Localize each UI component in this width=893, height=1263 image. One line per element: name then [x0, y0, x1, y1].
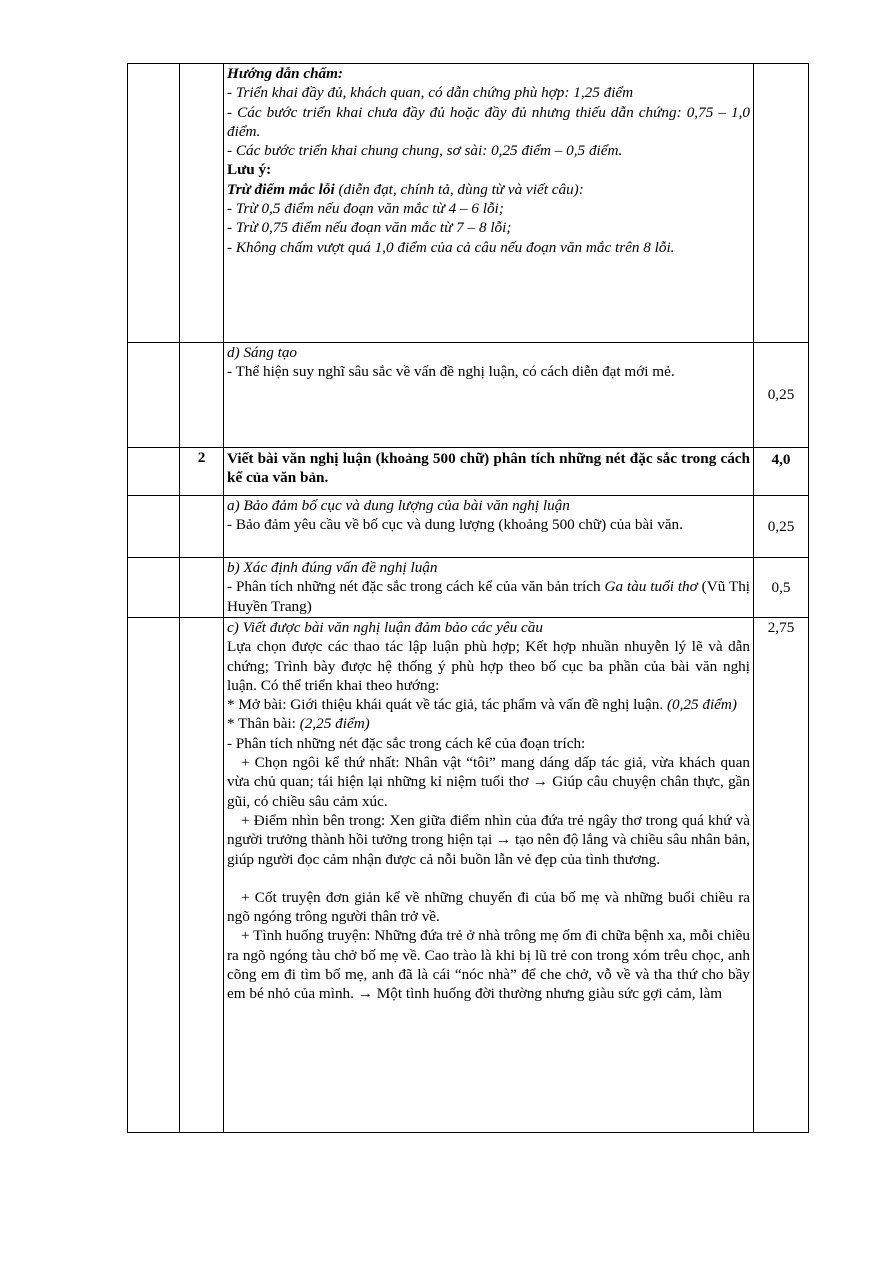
deduct-bold: Trừ điểm mắc lỗi [227, 180, 335, 198]
question-number: 2 [180, 448, 224, 496]
table-row [128, 343, 809, 448]
section-cell [128, 64, 180, 343]
creative-content [224, 343, 754, 448]
part-c-title: c) Viết được bài văn nghị luận đảm bảo các yêu cầu [227, 619, 543, 636]
creative-title: d) Sáng tạo [227, 344, 298, 361]
part-a-content [224, 496, 754, 558]
table-row [128, 558, 809, 618]
creative-score: 0,25 [754, 343, 809, 448]
part-a-title: a) Bảo đảm bố cục và dung lượng của bài văn nghị luận [227, 497, 570, 514]
question-title-cell [224, 448, 754, 496]
analysis-point: + Điểm nhìn bên trong: Xen giữa điểm nhìn của đứa trẻ ngây thơ trong quá khứ và người trưởng thành hồi tưởng trong hiện tại → tạo nên độ lắng và chiều sâu nhân bản, giúp người đọc cảm nhận được cả nỗi buồn lẫn vẻ đẹp của tình thương. [227, 811, 750, 868]
spacer [227, 869, 750, 888]
table-row [128, 64, 809, 343]
guide-item: - Các bước triển khai chung chung, sơ sài: 0,25 điểm – 0,5 điểm. [227, 142, 623, 160]
analysis-intro: - Phân tích những nét đặc sắc trong cách kể của đoạn trích: [227, 734, 586, 752]
part-b-score: 0,5 [754, 558, 809, 618]
deduct-line [227, 180, 750, 199]
deduct-item: - Trừ 0,5 điểm nếu đoạn văn mắc từ 4 – 6 lỗi; [227, 200, 504, 218]
question-cell [180, 64, 224, 343]
part-a-text: - Bảo đảm yêu cầu về bố cục và dung lượng (khoảng 500 chữ) của bài văn. [227, 516, 683, 534]
analysis-point: + Tình huống truyện: Những đứa trẻ ở nhà trông mẹ ốm đi chữa bệnh xa, mỗi chiều ra ngõ ngóng tàu chở bố mẹ về. Cao trào là khi bị lũ trẻ con trong xóm trêu chọc, anh cõng em đi tìm bố mẹ, anh đã là cái “nóc nhà” để che chở, vỗ về và tha thứ cho bầy em bé nhỏ của mình. → Một tình huống đời thường nhưng giàu sức gợi cảm, làm [227, 927, 750, 1003]
note-title: Lưu ý: [227, 161, 272, 179]
part-a-score: 0,25 [754, 496, 809, 558]
part-b-text: - Phân tích những nét đặc sắc trong cách kể của văn bản trích Ga tàu tuổi thơ (Vũ Thị Huyền Trang) [227, 578, 751, 615]
guide-title: Hướng dẫn chấm: [227, 65, 343, 82]
part-c-score: 2,75 [754, 618, 809, 1133]
than-bai: * Thân bài: (2,25 điểm) [227, 715, 370, 733]
grading-table [127, 63, 809, 1133]
part-b-content [224, 558, 754, 618]
part-c-intro: Lựa chọn được các thao tác lập luận phù hợp; Kết hợp nhuần nhuyễn lý lẽ và dẫn chứng; Trình bày được hệ thống ý phù hợp theo bố cục ba phần của bài văn nghị luận. Có thể triển khai theo hướng: [227, 638, 750, 694]
analysis-point: + Chọn ngôi kể thứ nhất: Nhân vật “tôi” mang dáng dấp tác giả, vừa khách quan vừa chủ quan; tái hiện lại những kỉ niệm tuổi thơ → Giúp câu chuyện chân thực, gần gũi, có chiều sâu cảm xúc. [227, 754, 750, 810]
creative-text: - Thể hiện suy nghĩ sâu sắc về vấn đề nghị luận, có cách diễn đạt mới mẻ. [227, 363, 675, 381]
analysis-point: + Cốt truyện đơn giản kể về những chuyến đi của bố mẹ và những buổi chiều ra ngõ ngóng trông người thân trở về. [227, 888, 750, 926]
question-score: 4,0 [754, 448, 809, 496]
deduct-item: - Không chấm vượt quá 1,0 điểm của cả câu nếu đoạn văn mắc trên 8 lỗi. [227, 238, 675, 256]
table-row [128, 618, 809, 1133]
guide-item: - Triển khai đầy đủ, khách quan, có dẫn chứng phù hợp: 1,25 điểm [227, 84, 634, 102]
deduct-rest: (diễn đạt, chính tả, dùng từ và viết câu): [334, 180, 584, 198]
score-cell [754, 64, 809, 343]
mo-bai: * Mở bài: Giới thiệu khái quát về tác giả, tác phẩm và vấn đề nghị luận. (0,25 điểm) [227, 696, 737, 714]
work-title: Ga tàu tuổi thơ [604, 578, 698, 596]
part-b-title: b) Xác định đúng vấn đề nghị luận [227, 559, 438, 576]
part-c-content [224, 618, 754, 1133]
guide-content [224, 64, 754, 343]
guide-item: - Các bước triển khai chưa đầy đủ hoặc đầy đủ nhưng thiếu dẫn chứng: 0,75 – 1,0 điểm. [227, 103, 750, 140]
deduct-item: - Trừ 0,75 điểm nếu đoạn văn mắc từ 7 – 8 lỗi; [227, 219, 512, 237]
table-row [128, 448, 809, 496]
table-row [128, 496, 809, 558]
question-title: Viết bài văn nghị luận (khoảng 500 chữ) phân tích những nét đặc sắc trong cách kể của văn bản. [227, 450, 750, 487]
